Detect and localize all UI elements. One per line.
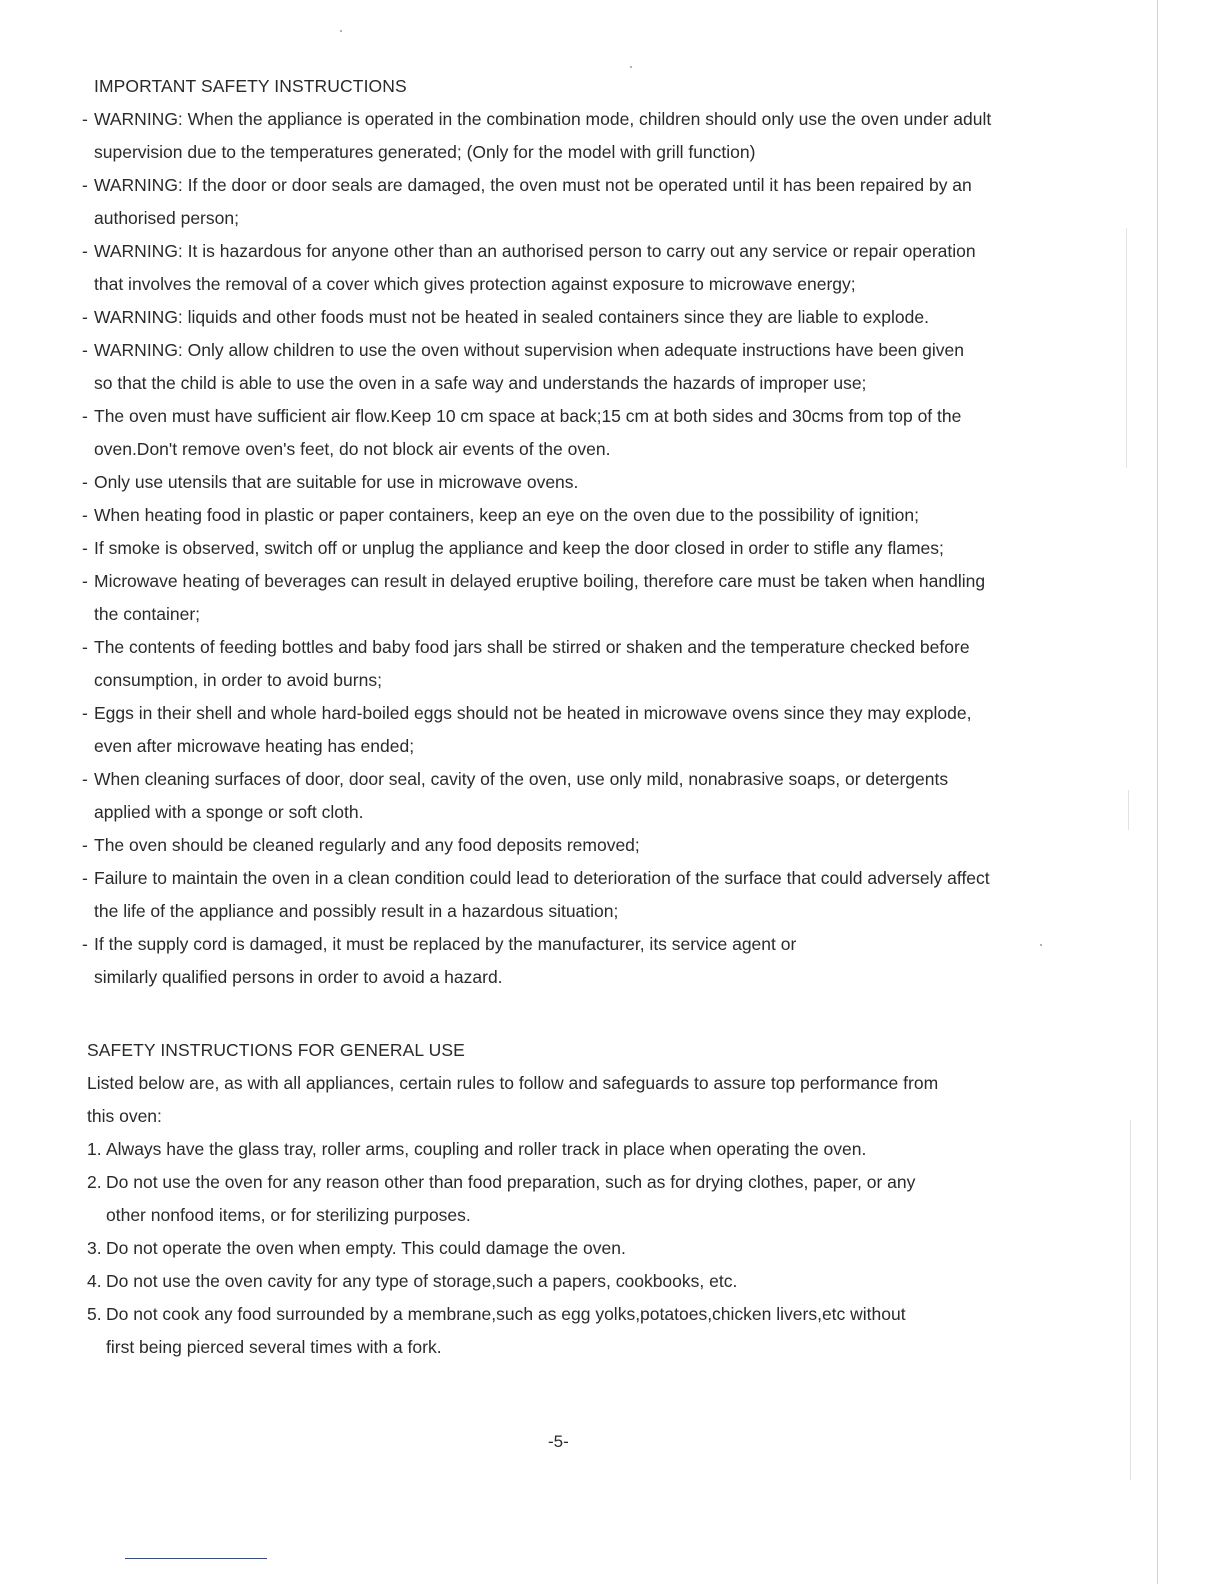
- warning-text: WARNING: If the door or door seals are damaged, the oven must not be operated until it has been repaired by an authorised person;: [94, 175, 972, 228]
- warning-text: WARNING: liquids and other foods must not be heated in sealed containers since they are liable to explode.: [94, 307, 929, 327]
- warning-text: Failure to maintain the oven in a clean condition could lead to deterioration of the surface that could adversely affect the life of the appliance and possibly result in a hazardous situation;: [94, 868, 990, 921]
- scan-speck: [630, 66, 632, 68]
- general-rule-item: [87, 1166, 1087, 1232]
- bullet-dash: -: [82, 340, 88, 360]
- general-rule-item: [87, 1232, 1087, 1265]
- warning-list-item: [82, 532, 1082, 565]
- general-rule-item: [87, 1265, 1087, 1298]
- item-number: 5.: [87, 1304, 102, 1324]
- bullet-dash: -: [82, 934, 88, 954]
- warning-list-item: [82, 301, 1082, 334]
- general-use-intro-block: [87, 1067, 1087, 1133]
- bullet-dash: -: [82, 472, 88, 492]
- bullet-dash: -: [82, 307, 88, 327]
- scan-speck: [340, 30, 342, 32]
- warning-list-item: [82, 499, 1082, 532]
- scan-artifact-line: [1126, 228, 1127, 468]
- item-number: 4.: [87, 1271, 102, 1291]
- rule-text: Always have the glass tray, roller arms, coupling and roller track in place when operating the oven.: [106, 1139, 867, 1159]
- warning-list-item: [82, 763, 1082, 829]
- general-rule-item: [87, 1133, 1087, 1166]
- warning-list-item: [82, 829, 1082, 862]
- rule-text: Do not use the oven cavity for any type of storage,such a papers, cookbooks, etc.: [106, 1271, 738, 1291]
- warning-text: If the supply cord is damaged, it must be replaced by the manufacturer, its service agent or similarly qualified persons in order to avoid a hazard.: [94, 934, 797, 987]
- rule-text: Do not use the oven for any reason other than food preparation, such as for drying clothes, paper, or any other nonfood items, or for sterilizing purposes.: [106, 1172, 916, 1225]
- warning-list-item: [82, 565, 1082, 631]
- bullet-dash: -: [82, 175, 88, 195]
- footer-rule: [125, 1558, 267, 1559]
- rule-text: Do not operate the oven when empty. This could damage the oven.: [106, 1238, 626, 1258]
- rule-text: Do not cook any food surrounded by a membrane,such as egg yolks,potatoes,chicken livers,etc without first being pierced several times with a fork.: [106, 1304, 906, 1357]
- warning-text: Only use utensils that are suitable for use in microwave ovens.: [94, 472, 579, 492]
- scan-artifact-line: [1128, 790, 1129, 830]
- scan-artifact-line: [1130, 1120, 1131, 1480]
- important-safety-list: [82, 103, 1082, 994]
- warning-text: Microwave heating of beverages can result in delayed eruptive boiling, therefore care must be taken when handling the container;: [94, 571, 986, 624]
- general-use-intro: Listed below are, as with all appliances, certain rules to follow and safeguards to assure top performance from this oven:: [87, 1073, 939, 1126]
- general-use-title: SAFETY INSTRUCTIONS FOR GENERAL USE: [87, 1040, 465, 1060]
- item-number: 1.: [87, 1139, 102, 1159]
- warning-text: WARNING: Only allow children to use the oven without supervision when adequate instructions have been given so that the child is able to use the oven in a safe way and understands the hazards of improper use;: [94, 340, 964, 393]
- warning-text: If smoke is observed, switch off or unplug the appliance and keep the door closed in order to stifle any flames;: [94, 538, 944, 558]
- warning-text: The oven must have sufficient air flow.Keep 10 cm space at back;15 cm at both sides and 30cms from top of the oven.Don't remove oven's feet, do not block air events of the oven.: [94, 406, 962, 459]
- warning-text: When cleaning surfaces of door, door seal, cavity of the oven, use only mild, nonabrasive soaps, or detergents applied with a sponge or soft cloth.: [94, 769, 949, 822]
- bullet-dash: -: [82, 637, 88, 657]
- warning-text: WARNING: When the appliance is operated in the combination mode, children should only use the oven under adult supervision due to the temperatures generated; (Only for the model with grill function): [94, 109, 992, 162]
- warning-text: WARNING: It is hazardous for anyone other than an authorised person to carry out any service or repair operation that involves the removal of a cover which gives protection against exposure to microwave energy;: [94, 241, 976, 294]
- warning-text: Eggs in their shell and whole hard-boiled eggs should not be heated in microwave ovens since they may explode, even after microwave heating has ended;: [94, 703, 972, 756]
- bullet-dash: -: [82, 538, 88, 558]
- important-safety-title: IMPORTANT SAFETY INSTRUCTIONS: [94, 76, 407, 96]
- warning-list-item: [82, 697, 1082, 763]
- warning-text: When heating food in plastic or paper containers, keep an eye on the oven due to the possibility of ignition;: [94, 505, 919, 525]
- bullet-dash: -: [82, 109, 88, 129]
- scan-edge-line: [1157, 0, 1158, 1584]
- warning-text: The oven should be cleaned regularly and any food deposits removed;: [94, 835, 640, 855]
- general-rule-item: [87, 1298, 1087, 1364]
- warning-list-item: [82, 235, 1082, 301]
- bullet-dash: -: [82, 241, 88, 261]
- warning-list-item: [82, 466, 1082, 499]
- bullet-dash: -: [82, 505, 88, 525]
- bullet-dash: -: [82, 868, 88, 888]
- warning-list-item: [82, 928, 1082, 994]
- bullet-dash: -: [82, 769, 88, 789]
- bullet-dash: -: [82, 835, 88, 855]
- warning-list-item: [82, 334, 1082, 400]
- bullet-dash: -: [82, 703, 88, 723]
- general-use-list: [87, 1133, 1087, 1364]
- warning-list-item: [82, 103, 1082, 169]
- warning-list-item: [82, 862, 1082, 928]
- warning-list-item: [82, 169, 1082, 235]
- item-number: 3.: [87, 1238, 102, 1258]
- bullet-dash: -: [82, 571, 88, 591]
- warning-list-item: [82, 400, 1082, 466]
- warning-list-item: [82, 631, 1082, 697]
- item-number: 2.: [87, 1172, 102, 1192]
- bullet-dash: -: [82, 406, 88, 426]
- warning-text: The contents of feeding bottles and baby food jars shall be stirred or shaken and the temperature checked before consumption, in order to avoid burns;: [94, 637, 970, 690]
- page-number: -5-: [548, 1432, 569, 1451]
